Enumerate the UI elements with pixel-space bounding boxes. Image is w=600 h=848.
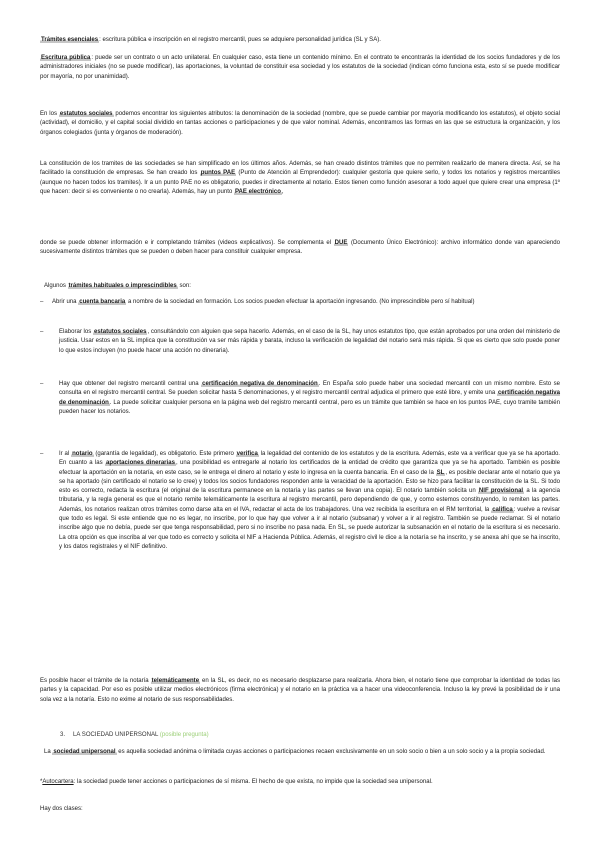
list-item: – Abrir una cuenta bancaria a nombre de la sociedad en formación. Los socios pueden efectuar la aportación ingresando. (No imprescindible pero sí habitual) (40, 299, 475, 305)
paragraph-autocartera: *Autocartera: la sociedad puede tener acciones o participaciones de sí misma. El hecho de que exista, no impide que la sociedad sea unipersonal. (40, 779, 433, 785)
highlighted-term: califica (492, 506, 513, 513)
paragraph-estatutos-sociales: En los estatutos sociales podemos encontrar los siguientes atributos: la denominación de la sociedad (nombre, que se puede cambiar por mayoría modificando los estatutos), el objeto social (actividad), el domicilio, y el capital social dividido en tantas acciones o participaciones y de que valor nominal. Además, encontramos las formas en las que se estructura la organización, y los órganos colegiados (junta y órganos de moderación). (40, 111, 560, 136)
highlighted-term: estatutos sociales (59, 111, 113, 117)
highlighted-term: verifica (236, 451, 258, 457)
paragraph-tramites-habituales: Algunos trámites habituales o imprescindibles son: (44, 283, 191, 289)
highlighted-term: estatutos sociales (93, 329, 147, 335)
list-item: – Hay que obtener del registro mercantil central una certificación negativa de denominación. En España solo puede haber una sociedad mercantil con un mismo nombre. Esto se consulta en el registro mercantil central. Se pueden solicitar hasta 5 denominaciones, y el registro mercantil central adjudica el primero que esté libre, y emite una certificación negativa de denominación. La puede solicitar cualquier persona en la página web del registro mercantil central, pero es un trámite que también se hace en los puntos PAE, cuyo tramite también pueden hacer los notarios. (40, 381, 560, 415)
highlighted-term: certificación negativa de denominación (202, 381, 318, 387)
highlighted-term: DUE (334, 240, 348, 246)
paragraph-notaria-telematica: Es posible hacer el trámite de la notaría telemáticamente en la SL, es decir, no es necesario desplazarse para realizarla. Ahora bien, el notario tiene que comprobar la identidad de todas las partes y la capacidad. Por eso es posible utilizar medios electrónicos (firma electrónica) y el notario en la práctica va a hacer una videoconferencia. Incluso la ley prevé la posibilidad de ir una sola vez a la notaría. Esto no exime al notario de sus responsabilidades. (40, 678, 560, 703)
paragraph-dos-clases: Hay dos clases: (40, 806, 83, 812)
highlighted-term: cuenta bancaria (79, 299, 126, 305)
highlighted-term: Escritura pública (41, 55, 91, 61)
highlighted-term: NIF provisional (478, 488, 524, 495)
highlighted-term: certificación negativa de denominación (59, 390, 560, 406)
paragraph-escritura-publica: Escritura pública: puede ser un contrato o un acto unilateral. En cualquier caso, esta tiene un contenido mínimo. En el contrato te encontrarás la identidad de los socios fundadores y de los administradores iniciales (no se puede modificar), las aportaciones, la voluntad de constituir esa sociedad y los estatutos de la sociedad (indican cómo funciona esta, esto sí se puede modificar por mayoría, no por unanimidad). (40, 55, 560, 80)
highlighted-term: PAE electrónico (234, 188, 281, 195)
paragraph-constitucion-tramites: La constitución de los tramites de las sociedades se han simplificado en los últimos años. Además, se han creado distintos trámites que no permiten realizarlo de manera directa. Así, se ha facilitado la constitución de empresas. Se han creado los puntos PAE (Punto de Atención al Emprendedor): cualquier gestoría que quiere serlo, y todos los notarios y registros mercantiles (aunque no hacen todos los tramites). Ir a un punto PAE no es obligatorio, puedes ir directamente al notario. Estos tienen como función asesorar a todo aquel que quiere crear una empresa (1º que hacen: decir si es conveniente o no crearla). Además, hay un punto PAE electrónico, (40, 161, 560, 195)
highlighted-term: aportaciones dinerarias (106, 460, 175, 467)
highlighted-term: trámites habituales o imprescindibles (68, 283, 177, 289)
highlighted-term: SL (436, 469, 445, 476)
highlighted-term: telemáticamente (151, 678, 200, 684)
section-heading: 3. LA SOCIEDAD UNIPERSONAL (posible pregunta) (60, 732, 209, 738)
underlined-term: Autocartera (42, 779, 74, 785)
highlighted-term: sociedad unipersonal (53, 749, 116, 755)
list-item: – Elaborar los estatutos sociales, consultándolo con alguien que sepa hacerlo. Además, en el caso de la SL, hay unos estatutos tipo, que están aprobados por una orden del ministerio de justicia. Usar estos en la SL implica que la constitución va ser más rápida y barata, incluso la verificación de legalidad del notario será más rápida. Si que es cierto que solo puede poner lo que estos incluyen (no puede hacer una acción no dineraria). (40, 329, 560, 354)
paragraph-due: donde se puede obtener información e ir completando trámites (videos explicativos). Se complementa el DUE (Documento Único Electrónico): archivo informático donde van apareciendo sucesivamente distintos trámites que se pueden o deben hacer para constituir cualquier empresa. (40, 240, 561, 256)
highlighted-term: Trámites esenciales (41, 37, 99, 43)
heading-note: (posible pregunta) (159, 732, 209, 738)
paragraph-tramites-esenciales: Trámites esenciales: escritura pública e inscripción en el registro mercantil, pues se adquiere personalidad jurídica (SL y SA). (41, 37, 381, 43)
list-item: – Ir al notario (garantía de legalidad), es obligatorio. Este primero verifica la legalidad del contenido de los estatutos y de la escritura. Además, este va a verificar que ya se ha aportado. En cuanto a las aportaciones dinerarias, una posibilidad es entregarle al notario los certificados de la entidad de crédito que garantiza que ya se ha aportado. También es posible efectuar la aportación en la notaría, en este caso, se le entrega el dinero al notario y este lo ingresa en la cuenta bancaria. En el caso de la SL, es posible declarar ante el notario que ya se ha aportado (sin certificado el notario se lo cree) y todos los socios fundadores responden ante la veracidad de la aportación. Esto se hizo para facilitar la constitución de la SL. Si todo esto es correcto, redacta la escritura (el original de la escritura permanece en la notaría y las partes se llevan una copia). El notario también solicita un NIF provisional a la agencia tributaria, y la regla general es que el notario remite telemáticamente la escritura al registro mercantil, pero dependiendo de que, y como estemos constituyendo, lo remiten las partes. Además, los notarios realizan otros trámites como darse alta en el IVA, redactar el acta de los trabajadores. Una vez recibida la escritura en el RM territorial, la califica: vuelve a revisar que todo es legal. Si este entiende que no es legar, no inscribe, por lo que hay que volver a ir al notario (subsanar) y volver a ir al registro. También se puede reclamar. Si el notario inscribe algo que no debía, puede ser que tenga responsabilidad, pero si no inscribe no pasa nada. En SL, se puede autorizar la subsanación en el notario de la escritura si es necesario. La otra opción es que inscriba al ver que todo es correcto y solicita el NIF a Hacienda Pública. Además, el registro civil le dice a la notaría se ha inscrito, y se anexa ahí que se ha inscrito, y los datos registrales y el NIF definitivo. (40, 451, 560, 550)
highlighted-term: notario (72, 451, 93, 457)
highlighted-term: puntos PAE (200, 170, 236, 177)
paragraph-sociedad-unipersonal: La sociedad unipersonal es aquella sociedad anónima o limitada cuyas acciones o participaciones recaen exclusivamente en un solo socio o bien a un solo socio y a la propia sociedad. (44, 749, 546, 755)
